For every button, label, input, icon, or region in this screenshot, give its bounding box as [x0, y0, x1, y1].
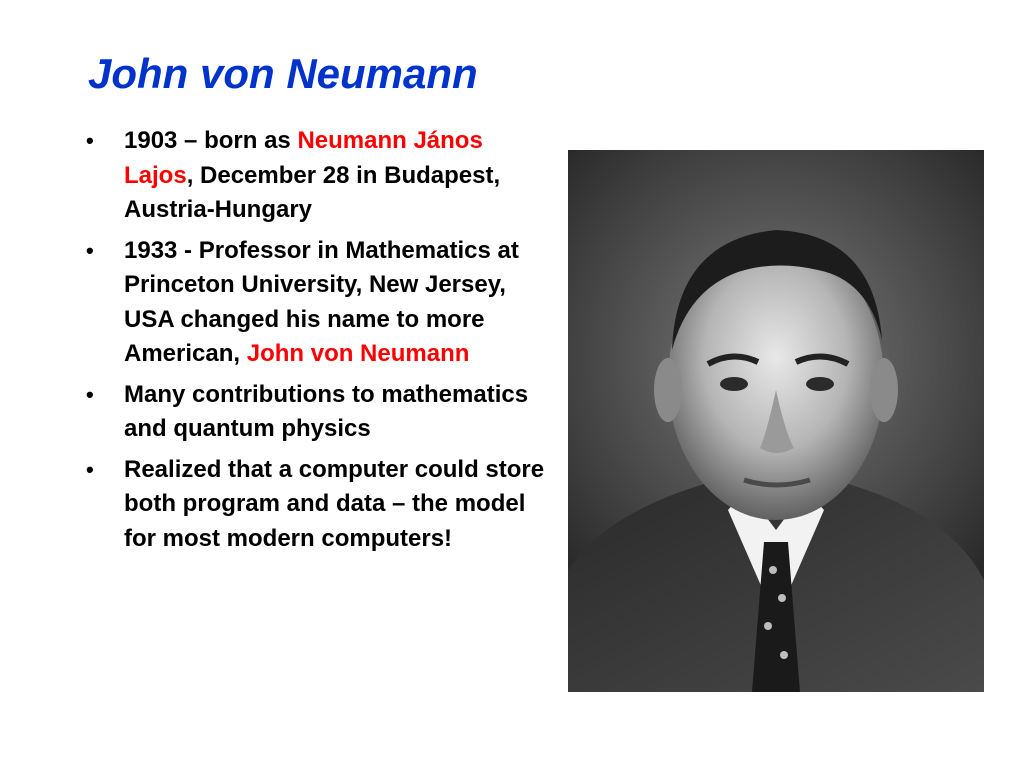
bullet-dot-icon: •: [86, 456, 94, 482]
bullet-text: , December 28 in Budapest, Austria-Hungary: [124, 161, 501, 223]
bullet-list: [84, 124, 554, 562]
bullet-item: [84, 234, 554, 372]
bullet-item: [84, 453, 554, 557]
bullet-text: 1933 - Professor in Mathematics at Princeton University, New Jersey, USA changed his name to more American,: [124, 236, 519, 367]
bullet-highlight: Neumann János Lajos: [124, 127, 483, 189]
bullet-dot-icon: •: [86, 237, 94, 263]
bullet-text: Many contributions to mathematics and quantum physics: [124, 380, 529, 442]
bullet-dot-icon: •: [86, 128, 94, 153]
slide-title: John von Neumann: [88, 50, 478, 97]
bullet-dot-icon: •: [86, 381, 94, 407]
bullet-item: [84, 124, 554, 228]
bullet-text: Realized that a computer could store both program and data – the model for most modern computers!: [124, 455, 545, 552]
portrait-illustration: [568, 150, 984, 692]
bullet-text: 1903 – born as: [124, 127, 298, 154]
portrait-photo: [568, 150, 984, 692]
bullet-highlight: John von Neumann: [246, 340, 470, 367]
bullet-item: [84, 378, 554, 447]
